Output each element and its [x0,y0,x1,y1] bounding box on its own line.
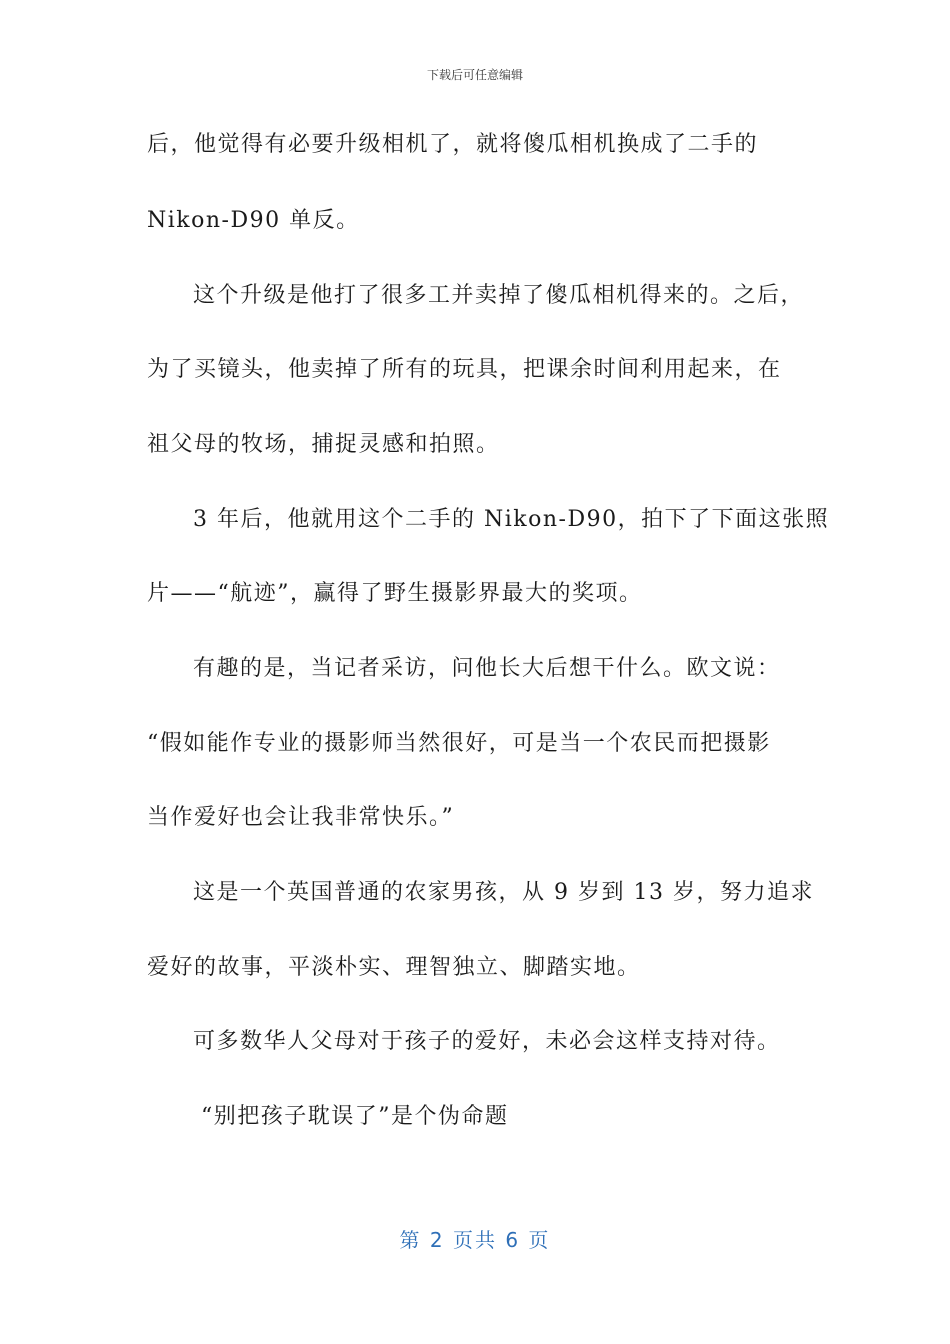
text-line-4: 为了买镜头，他卖掉了所有的玩具，把课余时间利用起来，在 [147,357,782,382]
text-line-13: 可多数华人父母对于孩子的爱好，未必会这样支持对待。 [193,1029,781,1054]
text-line-6: 3 年后，他就用这个二手的 Nikon-D90，拍下了下面这张照 [193,507,830,532]
text-line-8: 有趣的是，当记者采访，问他长大后想干什么。欧文说： [193,656,781,681]
text-line-9: “假如能作专业的摄影师当然很好，可是当一个农民而把摄影 [147,731,771,756]
text-line-11: 这是一个英国普通的农家男孩，从 9 岁到 13 岁，努力追求 [193,880,814,905]
section-heading: “别把孩子耽误了”是个伪命题 [201,1104,509,1129]
text-line-2: Nikon-D90 单反。 [147,208,360,233]
text-line-5: 祖父母的牧场，捕捉灵感和拍照。 [147,432,500,457]
text-line-7: 片——“航迹”，赢得了野生摄影界最大的奖项。 [147,581,643,606]
text-line-10: 当作爱好也会让我非常快乐。” [147,805,455,830]
page-header: 下载后可任意编辑 [426,68,523,82]
text-line-12: 爱好的故事，平淡朴实、理智独立、脚踏实地。 [147,955,641,980]
page-footer: 第 2 页共 6 页 [399,1228,551,1252]
text-line-3: 这个升级是他打了很多工并卖掉了傻瓜相机得来的。之后， [193,283,805,308]
text-line-1: 后，他觉得有必要升级相机了，就将傻瓜相机换成了二手的 [147,132,759,157]
